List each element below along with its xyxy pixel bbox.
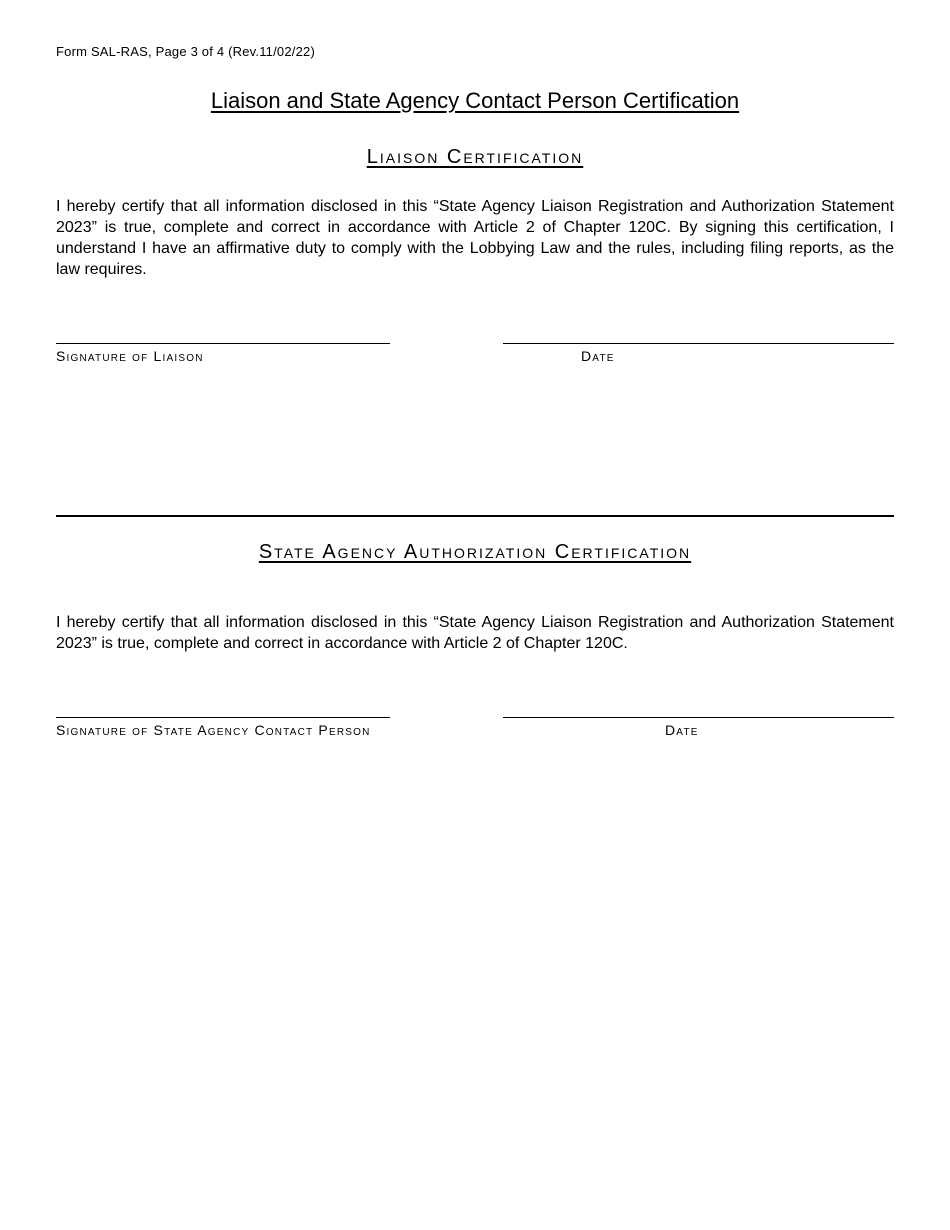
liaison-signature-label: Signature of Liaison (56, 348, 204, 364)
form-identifier: Form SAL-RAS, Page 3 of 4 (Rev.11/02/22) (56, 44, 315, 59)
liaison-certification-text: I hereby certify that all information disclosed in this “State Agency Liaison Registration and Authorization Statement 2023” is true, complete and correct in accordance with Article 2 of Chapter 120C. By signing this certification, I understand I have an affirmative duty to comply with the Lobbying Law and the rules, including filing reports, as the law requires. (56, 198, 894, 278)
agency-signature-label: Signature of State Agency Contact Person (56, 722, 371, 738)
agency-certification-heading: State Agency Authorization Certification (258, 541, 692, 563)
agency-date-label: Date (665, 722, 699, 738)
agency-date-line[interactable] (503, 717, 894, 718)
liaison-certification-heading: Liaison Certification (366, 146, 584, 168)
agency-certification-text: I hereby certify that all information disclosed in this “State Agency Liaison Registration and Authorization Statement 2023” is true, complete and correct in accordance with Article 2 of Chapter 120C. (56, 614, 894, 652)
agency-signature-line[interactable] (56, 717, 390, 718)
liaison-date-label: Date (581, 348, 615, 364)
section-divider (56, 515, 894, 517)
liaison-signature-line[interactable] (56, 343, 390, 344)
page-title: Liaison and State Agency Contact Person Certification (210, 88, 740, 113)
liaison-date-line[interactable] (503, 343, 894, 344)
